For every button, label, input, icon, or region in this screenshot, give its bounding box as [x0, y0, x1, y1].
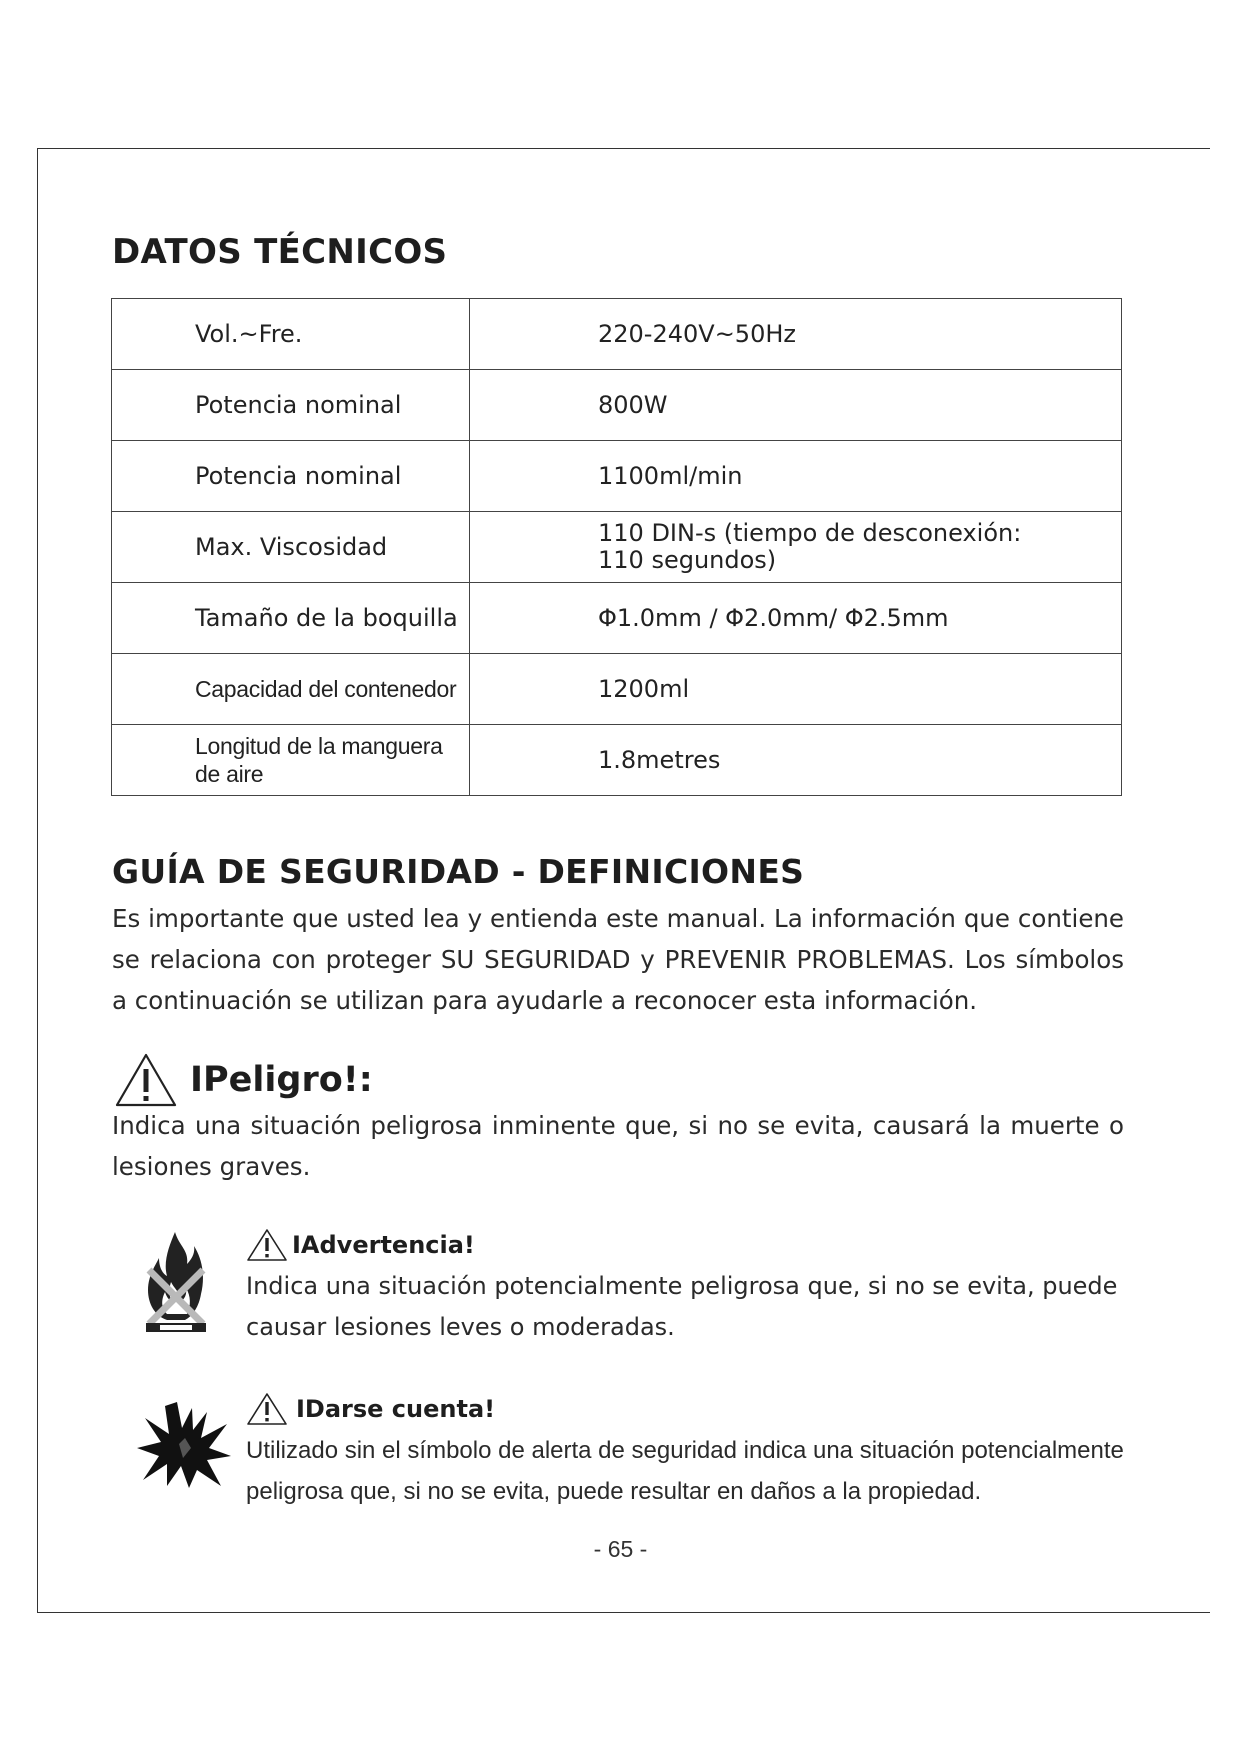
spec-value: Φ1.0mm / Φ2.0mm/ Φ2.5mm [470, 583, 1122, 654]
spec-value: 1.8metres [470, 725, 1122, 796]
table-row [112, 583, 1122, 654]
notice-heading [246, 1392, 1124, 1426]
spec-label-line: de aire [195, 761, 264, 787]
notice-block [246, 1392, 1124, 1512]
spec-label-line: Longitud de la manguera [195, 733, 443, 759]
warning-block [246, 1228, 1124, 1348]
warning-triangle-icon [114, 1052, 178, 1108]
spec-value: 1200ml [470, 654, 1122, 725]
table-row [112, 512, 1122, 583]
notice-title: IDarse cuenta! [296, 1395, 496, 1423]
spec-value-line: 110 DIN-s (tiempo de desconexión: [598, 519, 1022, 547]
technical-data-table [111, 298, 1122, 796]
no-fire-icon [145, 1230, 207, 1334]
explosion-icon [137, 1400, 231, 1490]
table-row [112, 299, 1122, 370]
danger-heading [114, 1052, 373, 1108]
spec-label: Potencia nominal [112, 441, 470, 512]
spec-value: 800W [470, 370, 1122, 441]
warning-text: Indica una situación potencialmente peligrosa que, si no se evita, puede causar lesiones leves o moderadas. [246, 1272, 1118, 1341]
spec-value-line: 110 segundos) [598, 546, 777, 574]
warning-heading [246, 1228, 1124, 1262]
page-number: - 65 - [593, 1536, 648, 1562]
danger-text: Indica una situación peligrosa inminente que, si no se evita, causará la muerte o lesiones graves. [112, 1111, 1124, 1181]
spec-label: Capacidad del contenedor [112, 654, 470, 725]
table-row [112, 654, 1122, 725]
spec-label: Tamaño de la boquilla [112, 583, 470, 654]
warning-title: IAdvertencia! [292, 1231, 475, 1259]
spec-value: 220-240V~50Hz [470, 299, 1122, 370]
safety-guide-title: GUÍA DE SEGURIDAD - DEFINICIONES [112, 852, 805, 891]
notice-text: Utilizado sin el símbolo de alerta de seguridad indica una situación potencialmente peligrosa que, si no se evita, puede resultar en daños a la propiedad. [246, 1437, 1124, 1505]
spec-value [470, 512, 1122, 583]
warning-triangle-icon [246, 1228, 288, 1262]
spec-label: Potencia nominal [112, 370, 470, 441]
warning-triangle-icon [246, 1392, 288, 1426]
technical-data-title: DATOS TÉCNICOS [112, 232, 448, 272]
spec-label: Max. Viscosidad [112, 512, 470, 583]
spec-value: 1100ml/min [470, 441, 1122, 512]
table-row [112, 441, 1122, 512]
table-row [112, 370, 1122, 441]
safety-intro: Es importante que usted lea y entienda este manual. La información que contiene se relaciona con proteger SU SEGURIDAD y PREVENIR PROBLEMAS. Los símbolos a continuación se utilizan para ayudarle a reconocer esta información. [112, 904, 1124, 1015]
spec-label [112, 725, 470, 796]
table-row [112, 725, 1122, 796]
danger-title: IPeligro!: [190, 1060, 373, 1100]
spec-label: Vol.~Fre. [112, 299, 470, 370]
